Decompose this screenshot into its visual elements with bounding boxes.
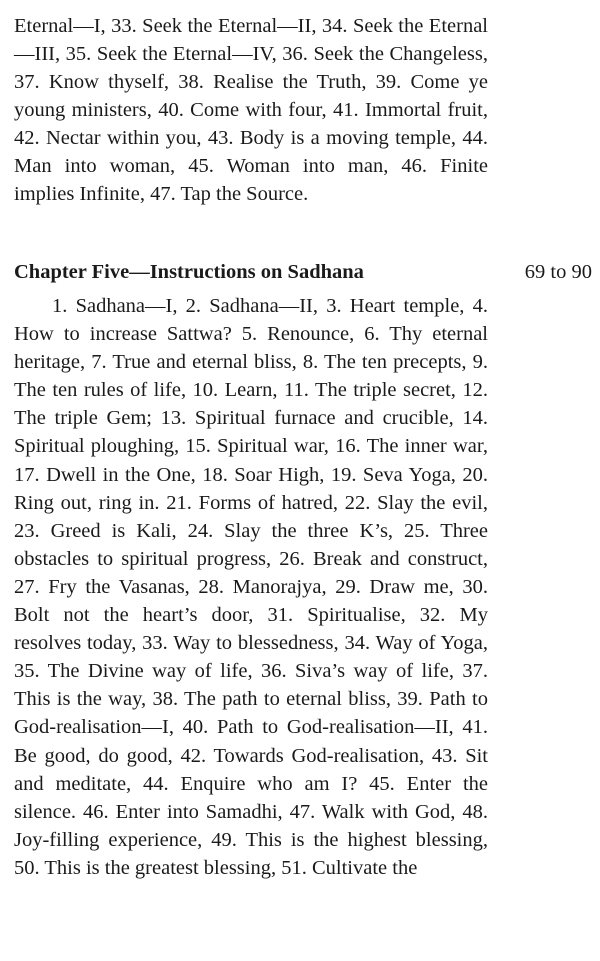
chapter-title: Chapter Five—Instructions on Sadhana [14,261,364,283]
chapter-contents-paragraph: 1. Sadhana—I, 2. Sadhana—II, 3. Heart temple, 4. How to increase Sattwa? 5. Renounce, 6. Thy eternal heritage, 7. True and eternal bliss, 8. The ten precepts, 9. The ten rules of life, 10. Learn, 11. The triple secret, 12. The triple Gem; 13. Spiritual furnace and crucible, 14. Spiritual ploughing, 15. Spiritual war, 16. The inner war, 17. Dwell in the One, 18. Soar High, 19. Seva Yoga, 20. Ring out, ring in. 21. Forms of hatred, 22. Slay the evil, 23. Greed is Kali, 24. Slay the three K’s, 25. Three obstacles to spiritual progress, 26. Break and construct, 27. Fry the Vasanas, 28. Manorajya, 29. Draw me, 30. Bolt not the heart’s door, 31. Spiritualise, 32. My resolves today, 33. Way to blessedness, 34. Way of Yoga, 35. The Divine way of life, 36. Siva’s way of life, 37. This is the way, 38. The path to eternal bliss, 39. Path to God-realisation—I, 40. Path to God-realisation—II, 41. Be good, do good, 42. Towards God-realisation, 43. Sit and meditate, 44. Enquire who am I? 45. Enter the silence. 46. Enter into Samadhi, 47. Walk with God, 48. Joy-filling experience, 49. This is the highest blessing, 50. This is the greatest blessing, 51. Cultivate the [14,295,488,879]
chapter-page-range: 69 to 90 [524,261,592,283]
contents-paragraph-continued: Eternal—I, 33. Seek the Eternal—II, 34. Seek the Eternal—III, 35. Seek the Eternal—IV, 36. Seek the Changeless, 37. Know thyself, 38. Realise the Truth, 39. Come ye young ministers, 40. Come with four, 41. Immortal fruit, 42. Nectar within you, 43. Body is a moving temple, 44. Man into woman, 45. Woman into man, 46. Finite implies Infinite, 47. Tap the Source. [14,15,488,205]
